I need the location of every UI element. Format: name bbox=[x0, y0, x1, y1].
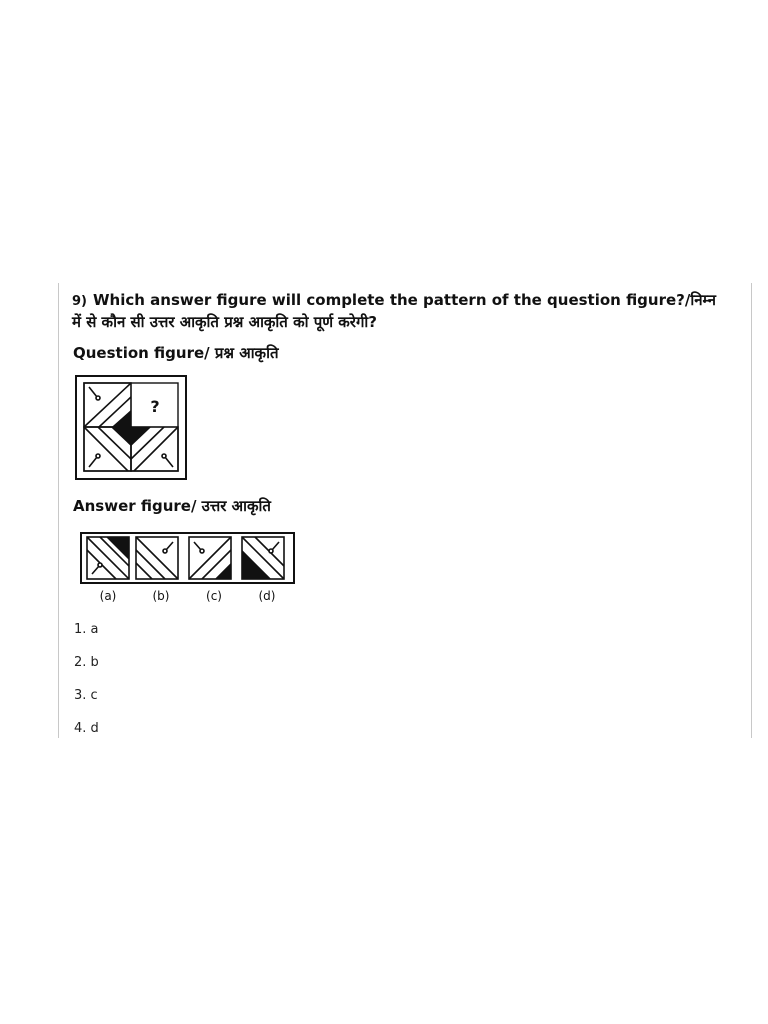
answer-figures bbox=[80, 532, 296, 604]
shaded-triangle-d bbox=[242, 551, 270, 579]
answer-label-c: (c) bbox=[206, 589, 222, 603]
option-d[interactable]: 4. d bbox=[74, 721, 99, 736]
answer-figure-heading: Answer figure/ उत्तर आकृति bbox=[73, 497, 271, 515]
answer-figure-b[interactable] bbox=[136, 537, 178, 579]
missing-figure-mark: ? bbox=[150, 397, 160, 416]
answer-label-b: (b) bbox=[152, 589, 170, 603]
option-b[interactable]: 2. b bbox=[74, 655, 99, 670]
option-c[interactable]: 3. c bbox=[74, 688, 98, 703]
question-figure bbox=[75, 375, 187, 480]
answer-label-d: (d) bbox=[258, 589, 276, 603]
frame-left-border bbox=[58, 283, 59, 738]
question-body: Which answer figure will complete the pattern of the question figure?/निम्न में से कौन सी उत्तर आकृति प्रश्न आकृति को पूर्ण करेगी? bbox=[72, 291, 716, 331]
question-figure-heading: Question figure/ प्रश्न आकृति bbox=[73, 344, 279, 362]
option-a[interactable]: 1. a bbox=[74, 622, 99, 637]
shaded-triangle-a bbox=[106, 537, 129, 560]
question-number: 9) bbox=[72, 294, 87, 309]
answer-label-a: (a) bbox=[99, 589, 117, 603]
option-list bbox=[74, 621, 99, 753]
question-text bbox=[72, 290, 722, 333]
frame-right-border bbox=[751, 283, 752, 738]
shaded-triangle-c bbox=[216, 564, 231, 579]
